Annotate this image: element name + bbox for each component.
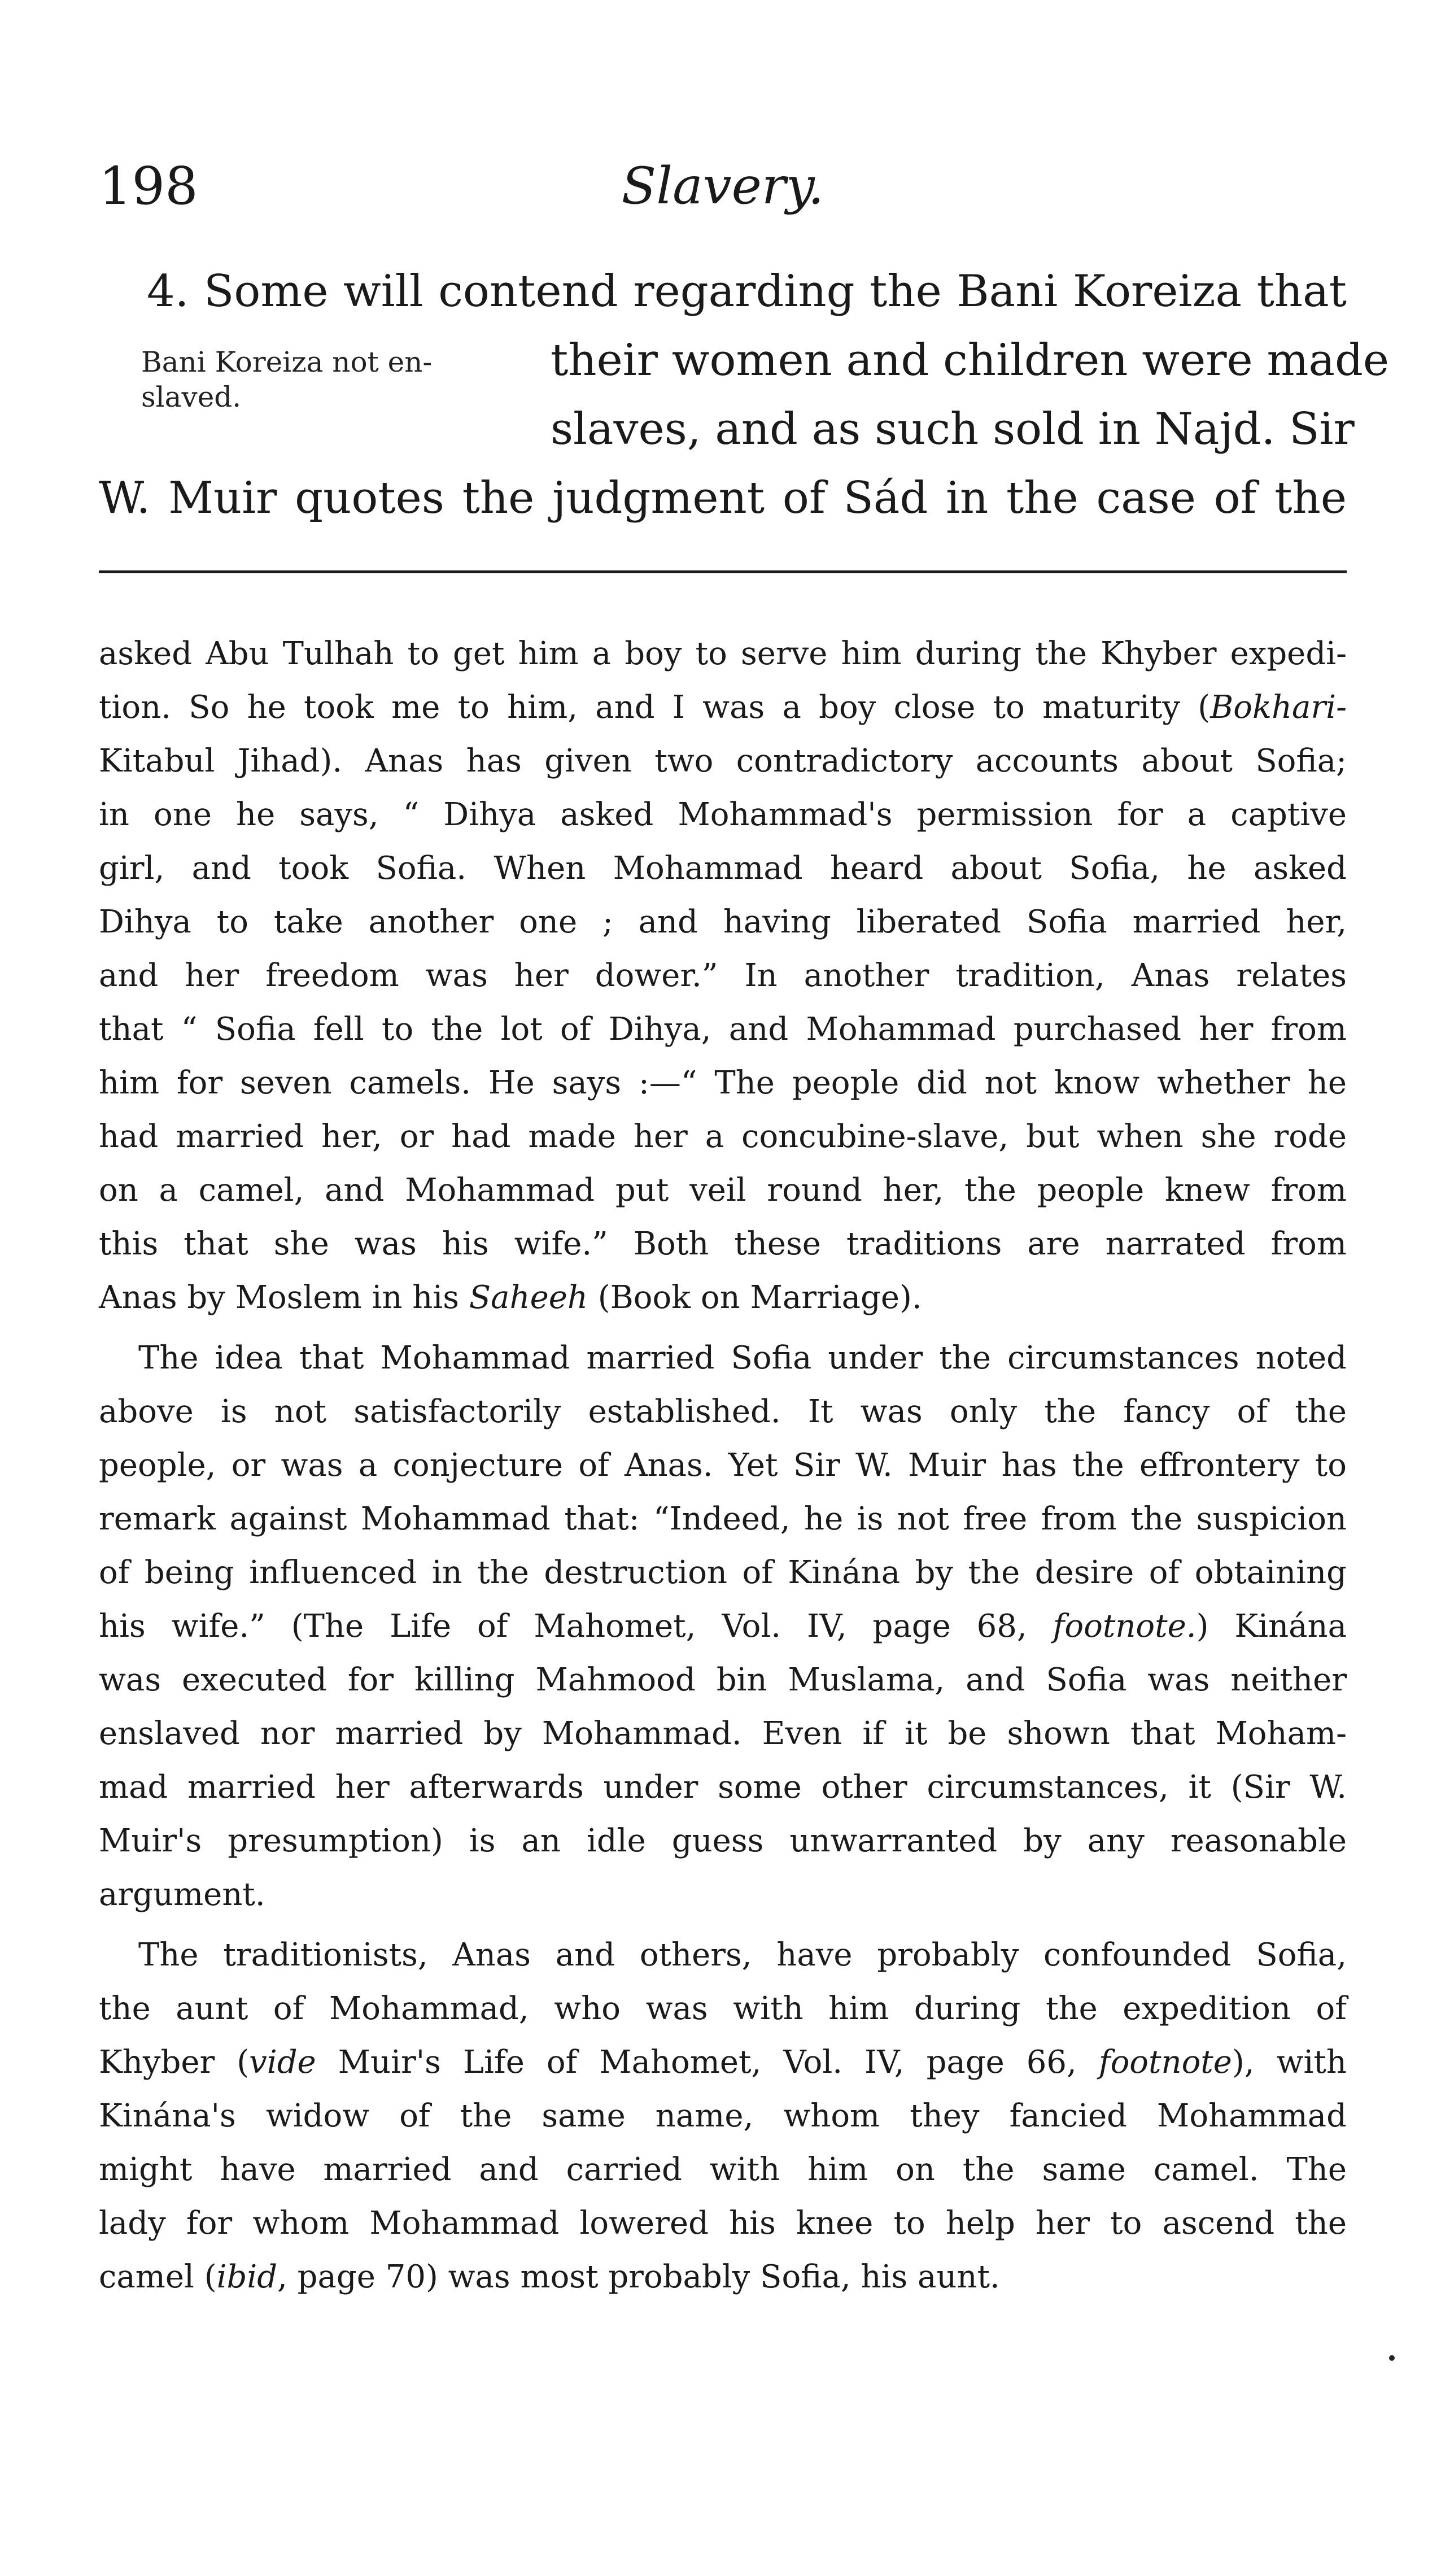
footnote-line: and her freedom was her dower.” In another tradition, Anas relates: [99, 957, 1347, 994]
footnote-paragraph: [99, 1928, 1347, 2304]
footnote-line: girl, and took Sofia. When Mohammad heard about Sofia, he asked: [99, 850, 1347, 887]
running-title: Slavery.: [621, 156, 824, 216]
footnote-line: people, or was a conjecture of Anas. Yet Sir W. Muir has the effrontery to: [99, 1447, 1347, 1484]
footnote-line: that “ Sofia fell to the lot of Dihya, and Mohammad purchased her from: [99, 1011, 1347, 1048]
margin-note-line: slaved.: [141, 381, 242, 413]
main-line: slaves, and as such sold in Najd. Sir: [551, 404, 1355, 455]
footnote-block: [99, 627, 1347, 2304]
footnote-paragraph: [99, 627, 1347, 1324]
footnote-line: might have married and carried with him on the same camel. The: [99, 2151, 1347, 2188]
footnote-line: [99, 1271, 1347, 1324]
footnote-line: Muir's presumption) is an idle guess unwarranted by any reasonable: [99, 1823, 1347, 1859]
footnote-line: [99, 2250, 1347, 2304]
footnote-line: Kitabul Jihad). Anas has given two contradictory accounts about Sofia;: [99, 743, 1347, 779]
footnote-text: Khyber (: [99, 2044, 250, 2081]
footnote-line: him for seven camels. He says :—“ The people did not know whether he: [99, 1065, 1347, 1101]
main-line: 4. Some will contend regarding the Bani Koreiza that: [147, 266, 1347, 317]
footnote-text: tion. So he took me to him, and I was a boy close to maturity (: [99, 689, 1211, 726]
footnote-line: remark against Mohammad that: “Indeed, he is not free from the suspicion: [99, 1501, 1347, 1537]
italic-ref: footnote: [1098, 2044, 1232, 2081]
italic-ref: ibid: [216, 2259, 278, 2295]
footnote-text: Anas by Moslem in his: [99, 1279, 469, 1316]
footnote-line: [99, 2035, 1347, 2089]
footnote-line: The traditionists, Anas and others, have probably confounded Sofia,: [138, 1937, 1347, 1973]
italic-ref: Saheeh: [469, 1279, 588, 1316]
footnote-text: his wife.” (The Life of Mahomet, Vol. IV, page 68,: [99, 1608, 1053, 1645]
footnote-line: [99, 1599, 1347, 1653]
footnote-line: had married her, or had made her a concubine-slave, but when she rode: [99, 1118, 1347, 1155]
page-number: 198: [99, 156, 198, 216]
footnote-line: on a camel, and Mohammad put veil round her, the people knew from: [99, 1172, 1347, 1209]
footnote-line: The idea that Mohammad married Sofia under the circumstances noted: [138, 1340, 1347, 1376]
footnote-line: lady for whom Mohammad lowered his knee to help her to ascend the: [99, 2205, 1347, 2242]
footnote-line: Kinána's widow of the same name, whom they fancied Mohammad: [99, 2098, 1347, 2134]
footnote-text: ) Kinána: [1196, 1608, 1347, 1645]
footnote-line: asked Abu Tulhah to get him a boy to serve him during the Khyber expedi-: [99, 635, 1347, 672]
footnote-text: camel (: [99, 2259, 217, 2295]
footnote-text: Muir's Life of Mahomet, Vol. IV, page 66,: [316, 2044, 1099, 2081]
footnote-line: in one he says, “ Dihya asked Mohammad's permission for a captive: [99, 796, 1347, 833]
footnote-line: the aunt of Mohammad, who was with him during the expedition of: [99, 1990, 1347, 2027]
italic-ref: vide: [249, 2044, 316, 2081]
footnote-line: enslaved nor married by Mohammad. Even if it be shown that Moham-: [99, 1715, 1347, 1752]
footnote-line: of being influenced in the destruction of Kinána by the desire of obtaining: [99, 1554, 1347, 1591]
print-speck: [1389, 2355, 1395, 2361]
main-line: W. Muir quotes the judgment of Sád in the case of the: [99, 473, 1347, 524]
footnote-line: Dihya to take another one ; and having liberated Sofia married her,: [99, 904, 1347, 940]
footnote-text: ), with: [1232, 2044, 1347, 2081]
footnote-line: was executed for killing Mahmood bin Muslama, and Sofia was neither: [99, 1662, 1347, 1698]
footnote-line: argument.: [99, 1876, 265, 1913]
main-line: their women and children were made: [551, 335, 1390, 386]
margin-note: [141, 345, 525, 415]
footnote-rule: [99, 570, 1347, 573]
italic-ref: footnote.: [1053, 1608, 1197, 1645]
footnote-line: [99, 681, 1347, 734]
page-header: [99, 152, 1347, 232]
footnote-line: this that she was his wife.” Both these traditions are narrated from: [99, 1226, 1347, 1262]
footnote-line: above is not satisfactorily established. It was only the fancy of the: [99, 1393, 1347, 1430]
footnote-paragraph: [99, 1331, 1347, 1921]
footnote-text: (Book on Marriage).: [587, 1279, 922, 1316]
italic-ref: Bokhari-: [1210, 689, 1347, 726]
footnote-text: , page 70) was most probably Sofia, his aunt.: [277, 2259, 1000, 2295]
footnote-line: mad married her afterwards under some other circumstances, it (Sir W.: [99, 1769, 1347, 1806]
margin-note-line: Bani Koreiza not en-: [141, 346, 433, 378]
